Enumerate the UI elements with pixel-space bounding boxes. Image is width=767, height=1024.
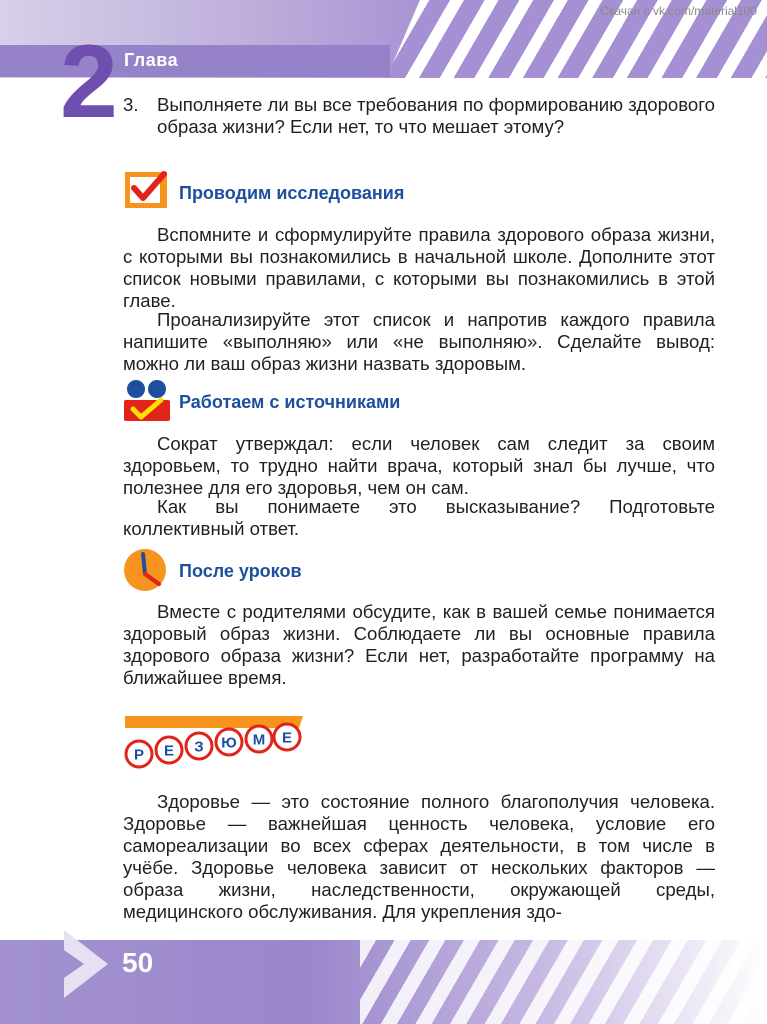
sources-paragraph-1: Сократ утверждал: если человек сам следит за своим здоровьем, то трудно найти врача, который знал бы лучше, что полезнее для его здоровья, чем он сам. — [123, 433, 715, 498]
resume-letter: Р — [133, 746, 145, 764]
clock-icon — [123, 548, 167, 592]
checkbox-icon — [124, 171, 168, 209]
research-paragraph-2: Проанализируйте этот список и напротив каждого правила напишите «выполняю» или «не выполняю». Сделайте вывод: можно ли ваш образ жизни назвать здоровым. — [123, 309, 715, 374]
sources-paragraph-2: Как вы понимаете это высказывание? Подготовьте коллективный ответ. — [123, 496, 715, 539]
section-title-sources: Работаем с источниками — [179, 392, 401, 412]
resume-letter: З — [194, 738, 204, 756]
section-title-research: Проводим исследования — [179, 183, 405, 203]
chevron-right-icon — [62, 928, 110, 1000]
resume-letter: М — [252, 731, 266, 749]
watermark: Скачан с vk.com/material100 — [600, 4, 757, 18]
resume-letter: Е — [281, 729, 293, 747]
resume-badge — [123, 714, 305, 772]
section-title-after-lessons: После уроков — [179, 561, 302, 581]
footer-stripes — [360, 940, 767, 1024]
chapter-number: 2 — [60, 24, 118, 140]
people-icon — [123, 378, 171, 422]
after-lessons-paragraph: Вместе с родителями обсудите, как в вашей семье понимается здоровый образ жизни. Соблюдаете ли вы основные правила здорового образа жизни? Если нет, разработайте программу на ближайшее время. — [123, 601, 715, 688]
question-number: 3. — [123, 94, 139, 115]
resume-letter: Е — [163, 742, 175, 760]
chapter-label: Глава — [124, 50, 179, 70]
resume-letter: Ю — [221, 734, 237, 752]
question-text: Выполняете ли вы все требования по формированию здорового образа жизни? Если нет, то что мешает этому? — [157, 94, 715, 137]
chapter-bar — [0, 45, 390, 77]
resume-paragraph: Здоровье — это состояние полного благополучия человека. Здоровье — важнейшая ценность человека, условие его самореализации во всех сферах деятельности, в том числе в учёбе. Здоровье человека зависит от нескольких факторов — образа жизни, наследственности, окружающей среды, медицинского обслуживания. Для укрепления здо- — [123, 791, 715, 922]
page-number: 50 — [122, 947, 154, 978]
research-paragraph-1: Вспомните и сформулируйте правила здорового образа жизни, с которыми вы познакомились в начальной школе. Дополните этот список новыми правилами, с которыми вы познакомились в этой главе. — [123, 224, 715, 311]
